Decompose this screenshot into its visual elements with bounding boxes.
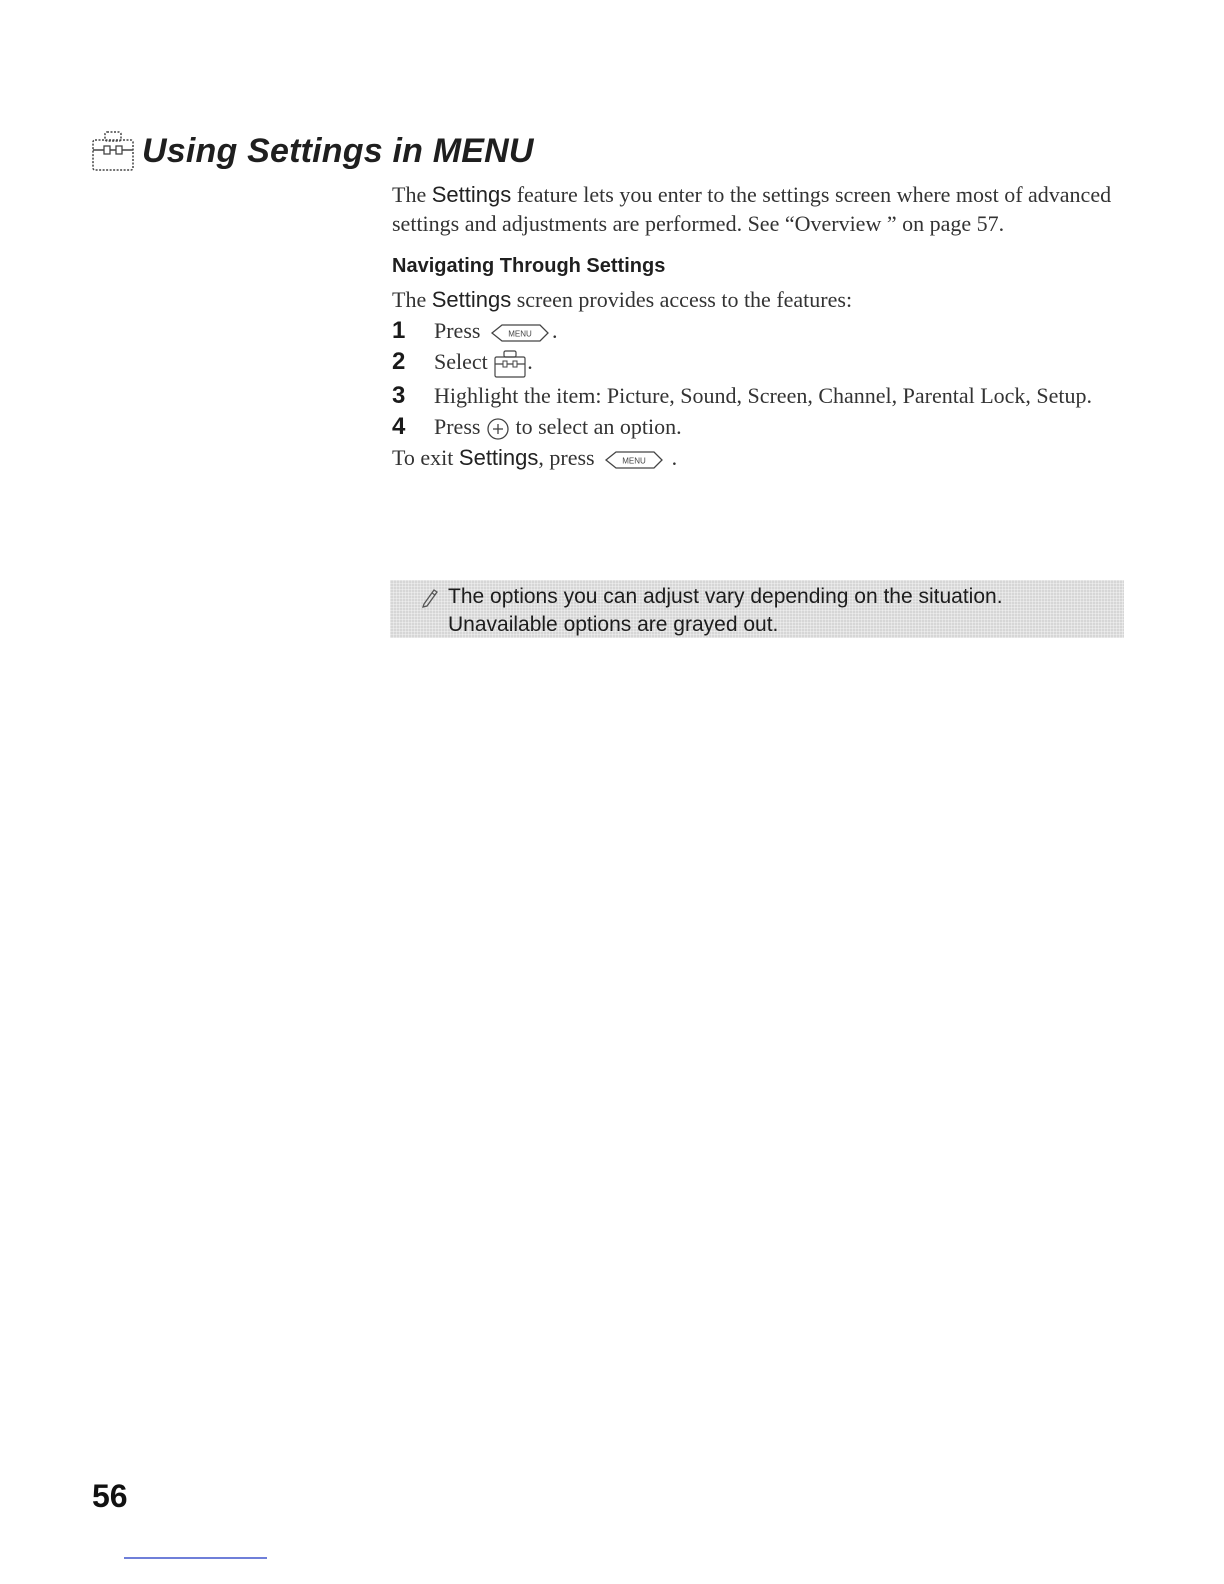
exit-settings-term: Settings <box>458 444 539 470</box>
step-item <box>392 347 1122 379</box>
step-suffix: . <box>527 349 533 374</box>
step-label: Press <box>434 318 481 343</box>
step-text <box>434 316 1122 345</box>
menu-button-label: MENU <box>622 456 646 466</box>
access-text-end: screen provides access to the features: <box>511 287 853 312</box>
settings-toolbox-icon <box>90 128 136 174</box>
step-text: Highlight the item: Picture, Sound, Screen, Channel, Parental Lock, Setup. <box>434 382 1093 408</box>
access-settings-term: Settings <box>431 287 512 312</box>
step-suffix: to select an option. <box>515 413 682 439</box>
page-title-text: Using Settings in MENU <box>142 131 534 170</box>
note-box <box>390 580 1124 638</box>
step-number: 4 <box>392 412 406 440</box>
intro-text-start: The <box>392 182 432 207</box>
exit-text-start: To exit <box>392 444 459 470</box>
step-text <box>434 412 1122 441</box>
intro-text-end: feature lets you enter to the settings screen where most of advanced settings and adjustments are performed. See “Overview ” on page 57. <box>392 182 1112 236</box>
steps-list <box>392 316 1122 441</box>
note-line: Unavailable options are grayed out. <box>448 613 779 636</box>
intro-paragraph <box>392 180 1122 238</box>
page-number: 56 <box>92 1478 128 1514</box>
step-number: 1 <box>392 317 406 344</box>
step-number: 3 <box>392 381 406 409</box>
access-text-start: The <box>392 287 432 312</box>
settings-toolbox-icon <box>493 349 527 379</box>
step-text <box>434 347 1122 379</box>
enter-plus-button-icon <box>486 417 510 441</box>
step-item <box>392 381 1122 410</box>
pencil-note-icon <box>420 586 440 608</box>
intro-settings-term: Settings <box>431 182 512 207</box>
step-label: Select <box>434 349 488 374</box>
note-text <box>448 580 1003 639</box>
step-item <box>392 412 1122 441</box>
page-title <box>90 128 534 174</box>
exit-suffix: . <box>671 444 678 470</box>
main-content <box>392 180 1122 472</box>
step-suffix: . <box>551 318 558 343</box>
section-heading: Navigating Through Settings <box>392 255 666 277</box>
menu-button-label: MENU <box>508 329 532 339</box>
exit-text-end: , press <box>538 444 595 470</box>
step-item <box>392 316 1122 345</box>
menu-button-icon <box>600 450 666 470</box>
access-paragraph <box>392 285 1122 314</box>
exit-paragraph <box>392 443 1122 472</box>
bottom-rule <box>124 1557 267 1559</box>
step-label: Press <box>434 413 481 439</box>
step-number: 2 <box>392 348 406 375</box>
menu-button-icon <box>486 323 552 343</box>
note-line: The options you can adjust vary depending on the situation. <box>448 585 1003 608</box>
